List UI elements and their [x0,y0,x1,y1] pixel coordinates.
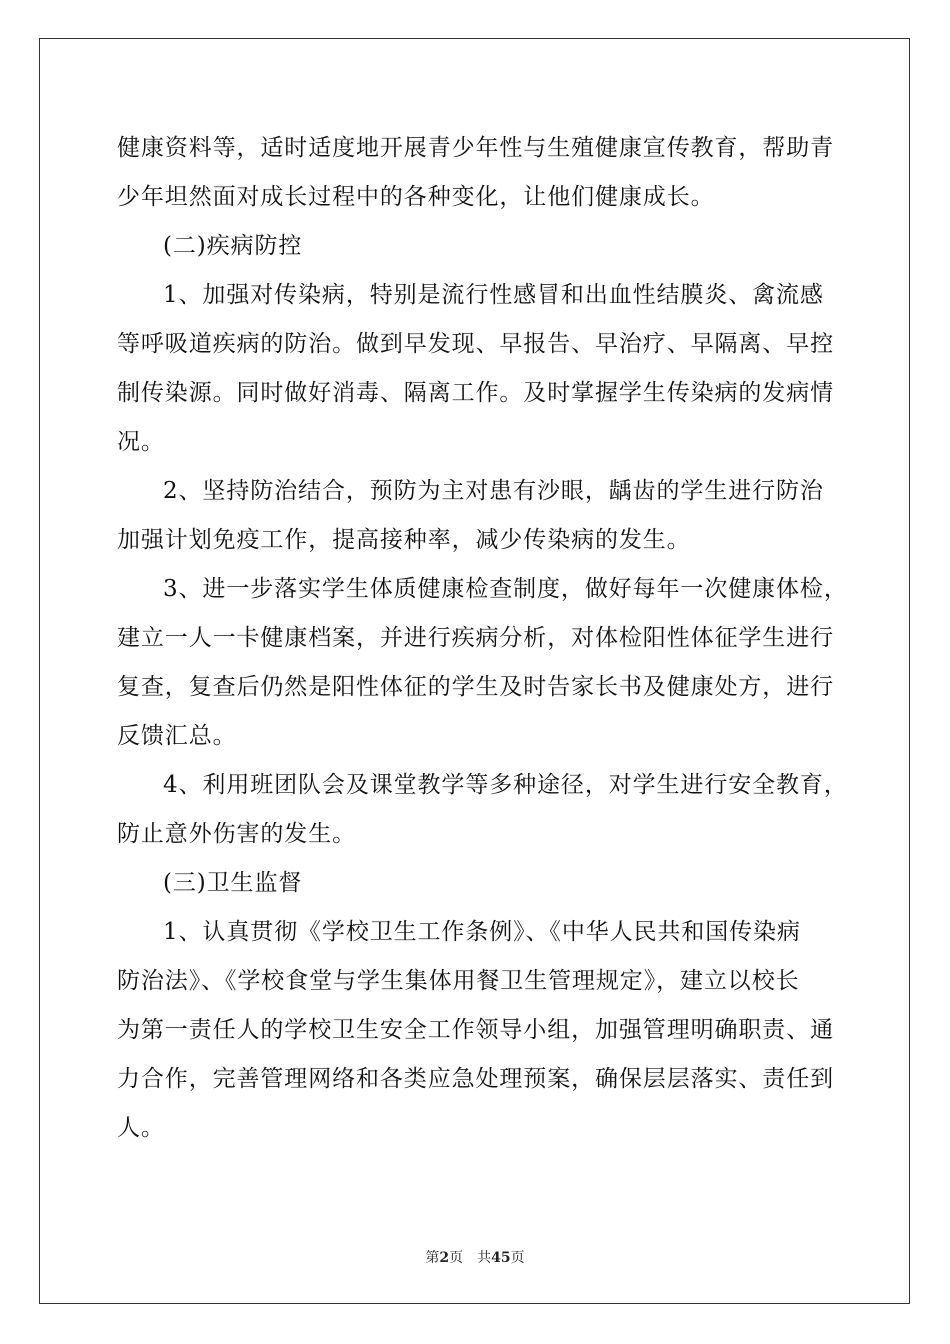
text-line: 等呼吸道疾病的防治。做到早发现、早报告、早治疗、早隔离、早控 [117,331,834,357]
page-prefix: 第 [425,1250,440,1266]
text-line: 少年坦然面对成长过程中的各种变化，让他们健康成长。 [117,184,715,210]
page-number: 2 [439,1250,450,1266]
text-line: 健康资料等，适时适度地开展青少年性与生殖健康宣传教育，帮助青 [117,135,834,161]
text-line: (三)卫生监督 [163,870,303,896]
text-line: (二)疾病防控 [163,233,303,259]
total-pages: 45 [491,1250,511,1266]
page-footer [0,1247,950,1267]
text-line: 3、进一步落实学生体质健康检查制度，做好每年一次健康体检， [163,576,848,602]
text-line: 况。 [117,429,165,455]
text-line: 1、加强对传染病，特别是流行性感冒和出血性结膜炎、禽流感 [163,282,824,308]
text-line: 防止意外伤害的发生。 [117,821,356,847]
text-line: 2、坚持防治结合，预防为主对患有沙眼，龋齿的学生进行防治 [163,478,824,504]
text-line: 建立一人一卡健康档案，并进行疾病分析，对体检阳性体征学生进行 [117,625,834,651]
text-line: 1、认真贯彻《学校卫生工作条例》、《中华人民共和国传染病 [163,919,801,945]
total-prefix: 共 [477,1250,492,1266]
text-line: 4、利用班团队会及课堂教学等多种途径，对学生进行安全教育， [163,772,848,798]
text-line: 反馈汇总。 [117,723,237,749]
text-line: 制传染源。同时做好消毒、隔离工作。及时掌握学生传染病的发病情 [117,380,834,406]
text-line: 防治法》、《学校食堂与学生集体用餐卫生管理规定》，建立以校长 [117,968,800,994]
text-line: 人。 [117,1115,165,1141]
text-line: 为第一责任人的学校卫生安全工作领导小组，加强管理明确职责、通 [117,1017,834,1043]
page-suffix: 页 [449,1250,464,1266]
total-suffix: 页 [510,1250,525,1266]
text-line: 加强计划免疫工作，提高接种率，减少传染病的发生。 [117,527,691,553]
document-body [117,124,848,1153]
text-line: 力合作，完善管理网络和各类应急处理预案，确保层层落实、责任到 [117,1066,834,1092]
text-line: 复查，复查后仍然是阳性体征的学生及时告家长书及健康处方，进行 [117,674,834,700]
